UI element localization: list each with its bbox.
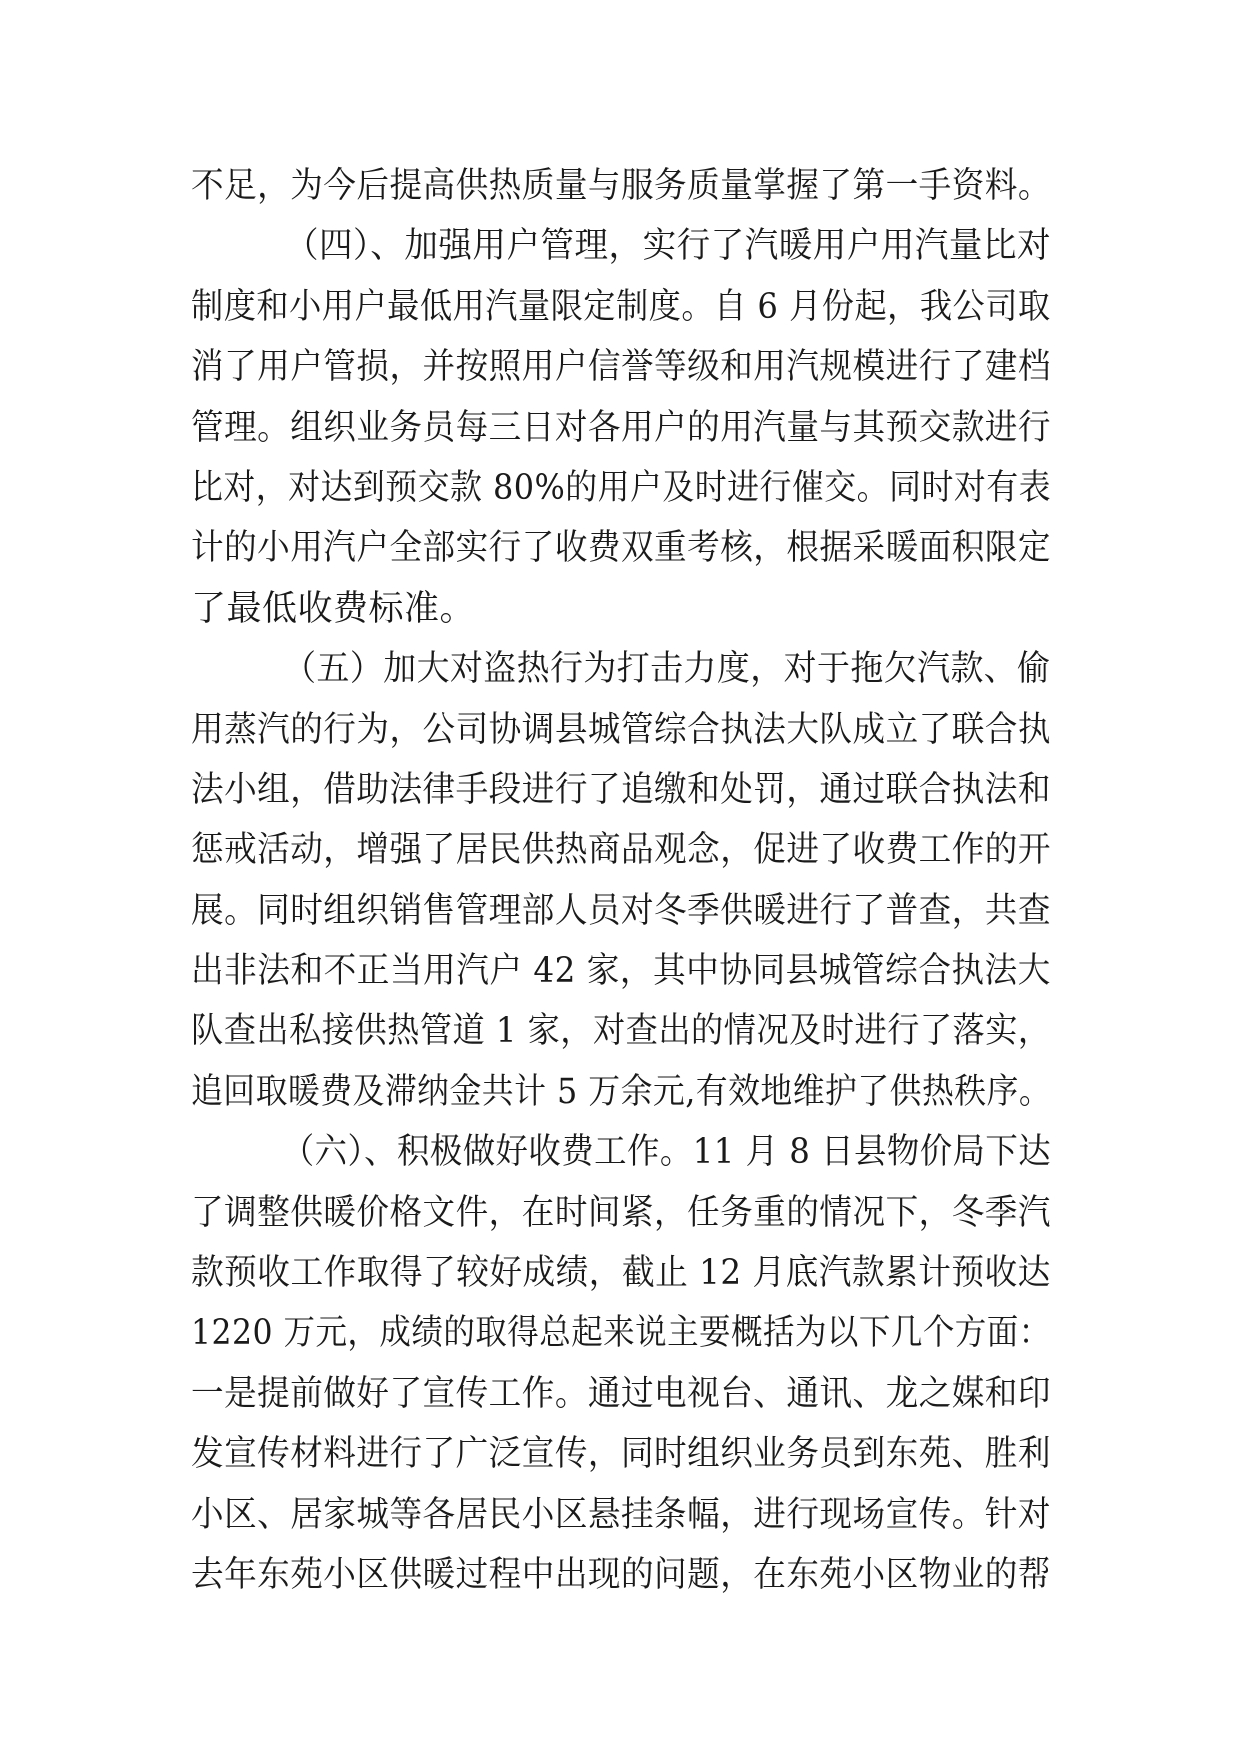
text-line: 1220 万元，成绩的取得总起来说主要概括为以下几个方面： bbox=[191, 1313, 1051, 1354]
text-line: 计的小用汽户全部实行了收费双重考核，根据采暖面积限定 bbox=[191, 528, 1051, 569]
text-line: 款预收工作取得了较好成绩，截止 12 月底汽款累计预收达 bbox=[191, 1253, 1051, 1294]
paragraph-first-line: （四）、加强用户管理，实行了汽暖用户用汽量比对 bbox=[284, 226, 1052, 267]
text-line: 惩戒活动，增强了居民供热商品观念，促进了收费工作的开 bbox=[191, 830, 1051, 871]
text-line: 制度和小用户最低用汽量限定制度。自 6 月份起，我公司取 bbox=[191, 286, 1051, 327]
text-line: 去年东苑小区供暖过程中出现的问题，在东苑小区物业的帮 bbox=[191, 1554, 1051, 1595]
text-line: 了调整供暖价格文件，在时间紧，任务重的情况下，冬季汽 bbox=[191, 1192, 1051, 1233]
text-line: 不足，为今后提高供热质量与服务质量掌握了第一手资料。 bbox=[191, 166, 1051, 206]
text-line: 一是提前做好了宣传工作。通过电视台、通讯、龙之媒和印 bbox=[191, 1373, 1051, 1414]
text-line: 比对，对达到预交款 80%的用户及时进行催交。同时对有表 bbox=[191, 467, 1051, 508]
document-body bbox=[191, 156, 1051, 1605]
text-line: 队查出私接供热管道 1 家，对查出的情况及时进行了落实， bbox=[191, 1011, 1051, 1052]
text-line: 展。同时组织销售管理部人员对冬季供暖进行了普查，共查 bbox=[191, 890, 1051, 931]
text-line: 小区、居家城等各居民小区悬挂条幅，进行现场宣传。针对 bbox=[191, 1494, 1051, 1535]
text-line: 发宣传材料进行了广泛宣传，同时组织业务员到东苑、胜利 bbox=[191, 1434, 1051, 1475]
text-line: 追回取暖费及滞纳金共计 5 万余元,有效地维护了供热秩序。 bbox=[191, 1071, 1052, 1112]
paragraph-first-line: （五）加大对盗热行为打击力度，对于拖欠汽款、偷 bbox=[283, 649, 1051, 690]
text-line: 法小组，借助法律手段进行了追缴和处罚，通过联合执法和 bbox=[191, 769, 1051, 810]
text-line: 消了用户管损，并按照用户信誉等级和用汽规模进行了建档 bbox=[191, 347, 1051, 388]
text-line: 用蒸汽的行为，公司协调县城管综合执法大队成立了联合执 bbox=[191, 709, 1051, 750]
text-line: 出非法和不正当用汽户 42 家，其中协同县城管综合执法大 bbox=[191, 951, 1051, 992]
text-line: 了最低收费标准。 bbox=[191, 588, 476, 629]
paragraph-first-line: （六）、积极做好收费工作。11 月 8 日县物价局下达 bbox=[281, 1132, 1052, 1173]
text-line: 管理。组织业务员每三日对各用户的用汽量与其预交款进行 bbox=[191, 407, 1051, 448]
